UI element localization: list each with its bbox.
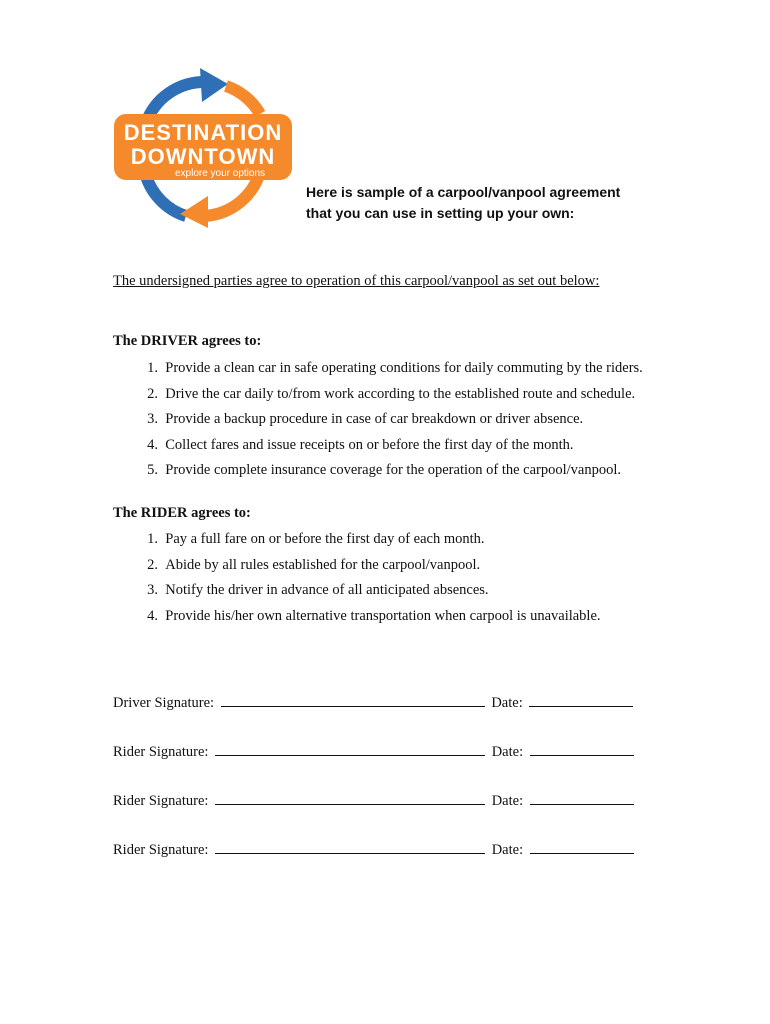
- list-item: 2. Abide by all rules established for the carpool/vanpool.: [147, 556, 481, 573]
- list-item: 5. Provide complete insurance coverage for the operation of the carpool/vanpool.: [147, 462, 622, 478]
- rider-date-field-3[interactable]: [530, 839, 634, 854]
- signature-label: Rider Signature:: [113, 744, 209, 760]
- blue-arc-bottom: [146, 176, 186, 216]
- intro-heading: [306, 182, 620, 224]
- signature-label: Rider Signature:: [113, 793, 209, 809]
- rider-signature-line-3: [113, 839, 637, 859]
- intro-line-2: that you can use in setting up your own:: [306, 205, 575, 221]
- signature-label: Rider Signature:: [113, 842, 209, 858]
- rider-signature-field-2[interactable]: [215, 790, 485, 805]
- agreement-preamble: The undersigned parties agree to operation of this carpool/vanpool as set out below:: [113, 273, 600, 289]
- date-label: Date:: [491, 695, 523, 711]
- date-label: Date:: [491, 744, 524, 760]
- rider-date-field-2[interactable]: [530, 790, 634, 805]
- date-label: Date:: [491, 793, 524, 809]
- blue-arrow-arc: [148, 82, 206, 118]
- rider-signature-field-1[interactable]: [215, 741, 485, 756]
- rider-signature-line-1: [113, 741, 637, 761]
- rider-obligations-list: [113, 527, 601, 629]
- list-item: 3. Notify the driver in advance of all anticipated absences.: [147, 582, 489, 598]
- logo-line-2: DOWNTOWN: [130, 144, 276, 169]
- logo-tagline: explore your options: [174, 168, 266, 179]
- blue-arrow-head: [200, 68, 228, 102]
- rider-heading: The RIDER agrees to:: [113, 505, 251, 521]
- rider-signature-line-2: [113, 790, 637, 810]
- list-item: 3. Provide a backup procedure in case of car breakdown or driver absence.: [147, 411, 584, 427]
- intro-line-1: Here is sample of a carpool/vanpool agreement: [306, 184, 621, 200]
- list-item: 4. Provide his/her own alternative transportation when carpool is unavailable.: [147, 607, 601, 624]
- list-item: 1. Provide a clean car in safe operating conditions for daily commuting by the riders.: [147, 360, 643, 376]
- list-item: 1. Pay a full fare on or before the first day of each month.: [147, 531, 485, 547]
- list-item: 4. Collect fares and issue receipts on or before the first day of the month.: [147, 436, 574, 453]
- driver-signature-line: [113, 692, 636, 712]
- destination-downtown-logo: [108, 66, 298, 230]
- orange-arc-top: [226, 86, 260, 114]
- date-label: Date:: [491, 842, 524, 858]
- logo-line-1: DESTINATION: [123, 120, 283, 145]
- orange-arrow-arc: [204, 178, 258, 216]
- driver-date-field[interactable]: [529, 692, 633, 707]
- orange-arrow-head: [180, 196, 208, 228]
- rider-signature-field-3[interactable]: [215, 839, 485, 854]
- driver-signature-field[interactable]: [221, 692, 485, 707]
- driver-obligations-list: [113, 356, 643, 484]
- rider-date-field-1[interactable]: [530, 741, 634, 756]
- signature-label: Driver Signature:: [113, 695, 215, 711]
- list-item: 2. Drive the car daily to/from work according to the established route and schedule.: [147, 385, 636, 402]
- driver-heading: The DRIVER agrees to:: [113, 333, 262, 349]
